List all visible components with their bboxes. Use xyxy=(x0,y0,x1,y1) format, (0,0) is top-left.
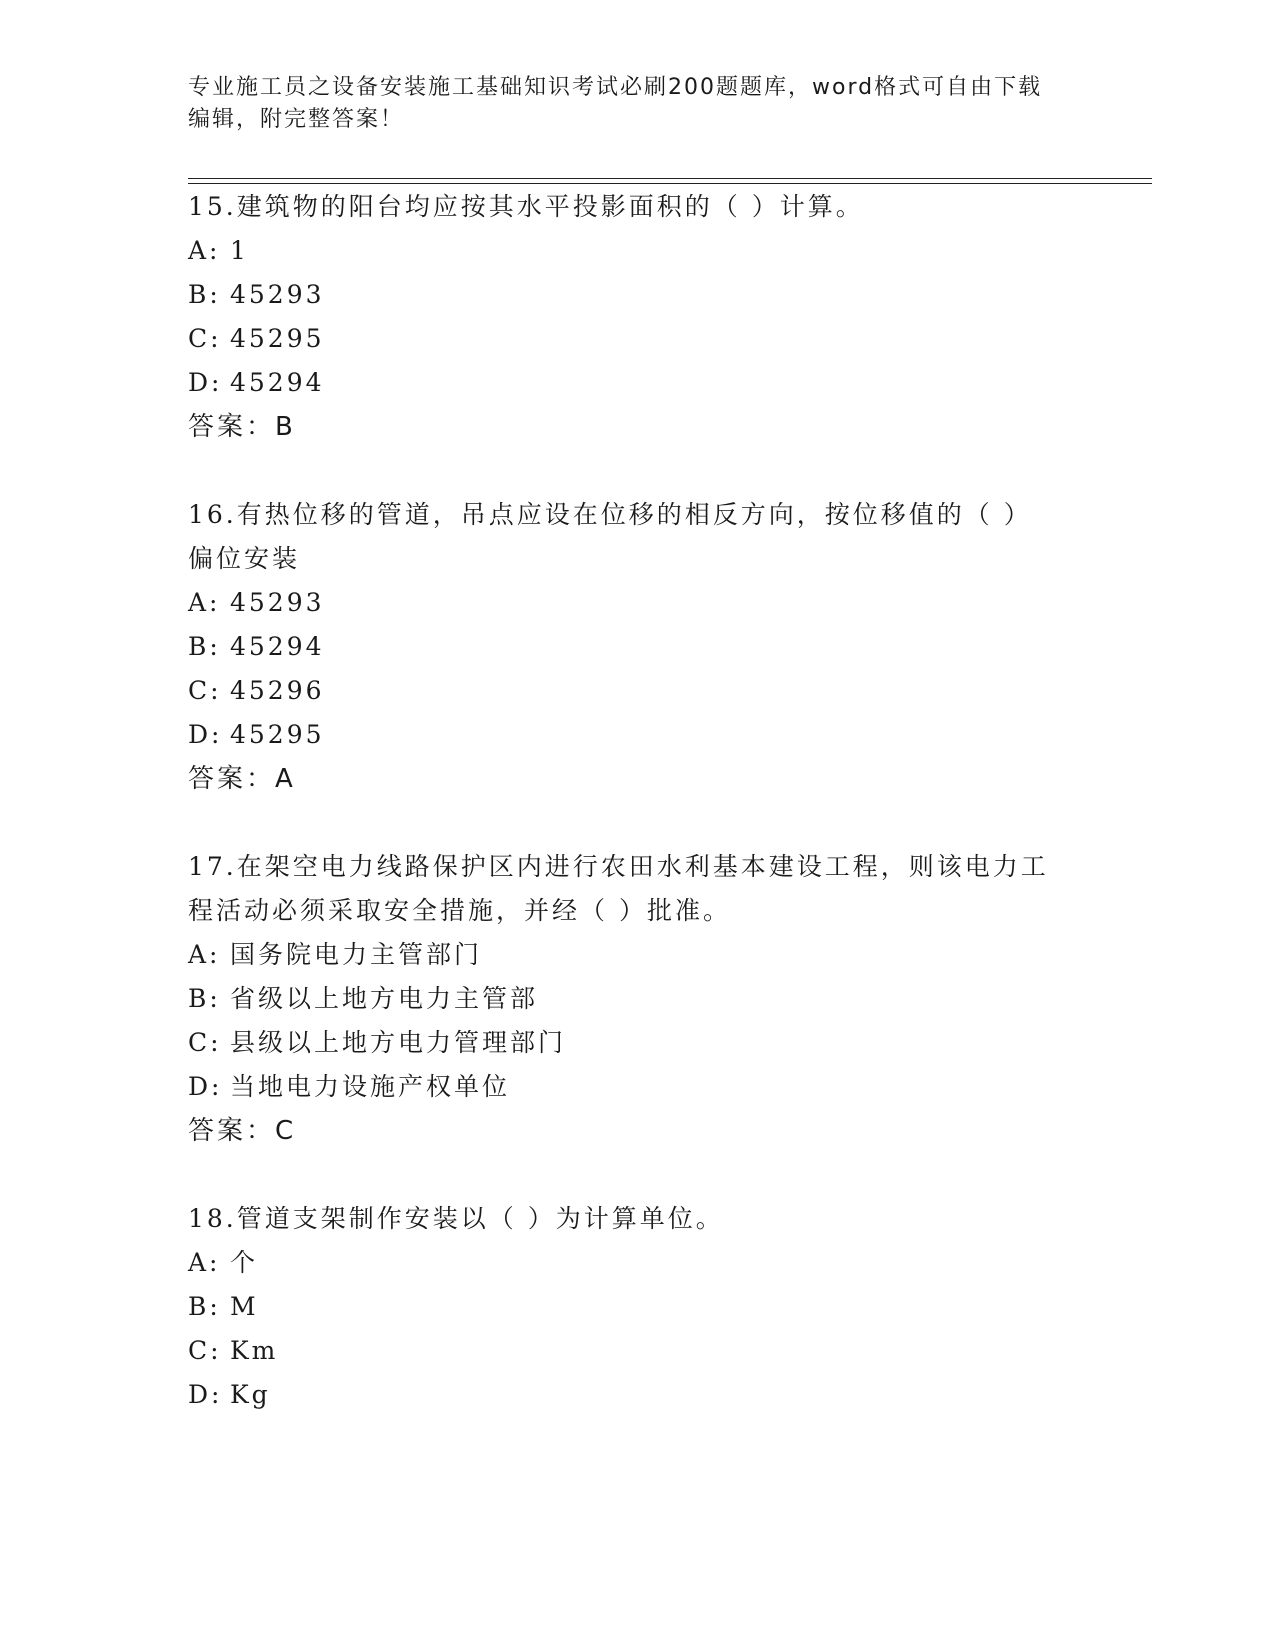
question-17-option-b xyxy=(188,976,1148,1022)
question-17-option-a xyxy=(188,932,1148,978)
header-divider-top xyxy=(188,178,1152,179)
question-15-answer: 答案：B xyxy=(188,412,296,442)
option-text: 1 xyxy=(230,236,249,265)
option-letter: B: xyxy=(188,280,221,309)
option-text: 县级以上地方电力管理部门 xyxy=(230,1028,567,1057)
option-text: 45293 xyxy=(230,280,325,309)
question-15-option-c xyxy=(188,316,1148,362)
option-letter: C: xyxy=(188,1028,222,1057)
question-17-option-c xyxy=(188,1020,1148,1066)
option-text: Km xyxy=(230,1336,279,1365)
question-18-option-a xyxy=(188,1240,1148,1286)
option-text: Kg xyxy=(230,1380,271,1409)
option-text: 个 xyxy=(230,1248,259,1277)
option-text: 省级以上地方电力主管部 xyxy=(230,984,539,1013)
question-16-option-c xyxy=(188,668,1148,714)
question-18-option-d xyxy=(188,1372,1148,1418)
question-17-stem-line-2: 程活动必须采取安全措施，并经（ ）批准。 xyxy=(188,896,731,925)
option-text: 当地电力设施产权单位 xyxy=(230,1072,511,1101)
option-letter: D: xyxy=(188,368,223,397)
question-16-option-a xyxy=(188,580,1148,626)
option-letter: A: xyxy=(188,940,221,969)
question-18-option-c xyxy=(188,1328,1148,1374)
option-text: 45295 xyxy=(230,324,325,353)
option-text: 45294 xyxy=(230,368,325,397)
option-text: M xyxy=(230,1292,259,1321)
question-15-stem: 15.建筑物的阳台均应按其水平投影面积的（ ）计算。 xyxy=(188,192,864,221)
question-16-option-b xyxy=(188,624,1148,670)
option-text: 45295 xyxy=(230,720,325,749)
option-letter: A: xyxy=(188,236,221,265)
option-text: 国务院电力主管部门 xyxy=(230,940,483,969)
document-header xyxy=(188,72,1088,136)
option-letter: B: xyxy=(188,984,221,1013)
option-letter: D: xyxy=(188,1072,223,1101)
question-16-stem-line-2: 偏位安装 xyxy=(188,544,301,573)
question-16-option-d xyxy=(188,712,1148,758)
question-15-option-d xyxy=(188,360,1148,406)
question-16-answer: 答案：A xyxy=(188,764,296,794)
option-letter: C: xyxy=(188,1336,222,1365)
option-letter: B: xyxy=(188,1292,221,1321)
option-letter: D: xyxy=(188,720,223,749)
option-letter: C: xyxy=(188,324,222,353)
option-letter: A: xyxy=(188,1248,221,1277)
option-letter: B: xyxy=(188,632,221,661)
question-16-stem-line-1: 16.有热位移的管道，吊点应设在位移的相反方向，按位移值的（ ） xyxy=(188,500,1032,529)
option-text: 45294 xyxy=(230,632,325,661)
question-18-option-b xyxy=(188,1284,1148,1330)
question-17-stem-line-1: 17.在架空电力线路保护区内进行农田水利基本建设工程，则该电力工 xyxy=(188,852,1049,881)
question-18-stem: 18.管道支架制作安装以（ ）为计算单位。 xyxy=(188,1204,724,1233)
option-text: 45296 xyxy=(230,676,325,705)
question-17-option-d xyxy=(188,1064,1148,1110)
option-letter: D: xyxy=(188,1380,223,1409)
header-line-1: 专业施工员之设备安装施工基础知识考试必刷200题题库，word格式可自由下载 xyxy=(188,75,1043,100)
question-15-option-a xyxy=(188,228,1148,274)
option-letter: A: xyxy=(188,588,221,617)
header-line-2: 编辑，附完整答案！ xyxy=(188,107,405,132)
option-text: 45293 xyxy=(230,588,325,617)
question-17-answer: 答案：C xyxy=(188,1116,297,1146)
option-letter: C: xyxy=(188,676,222,705)
question-15-option-b xyxy=(188,272,1148,318)
